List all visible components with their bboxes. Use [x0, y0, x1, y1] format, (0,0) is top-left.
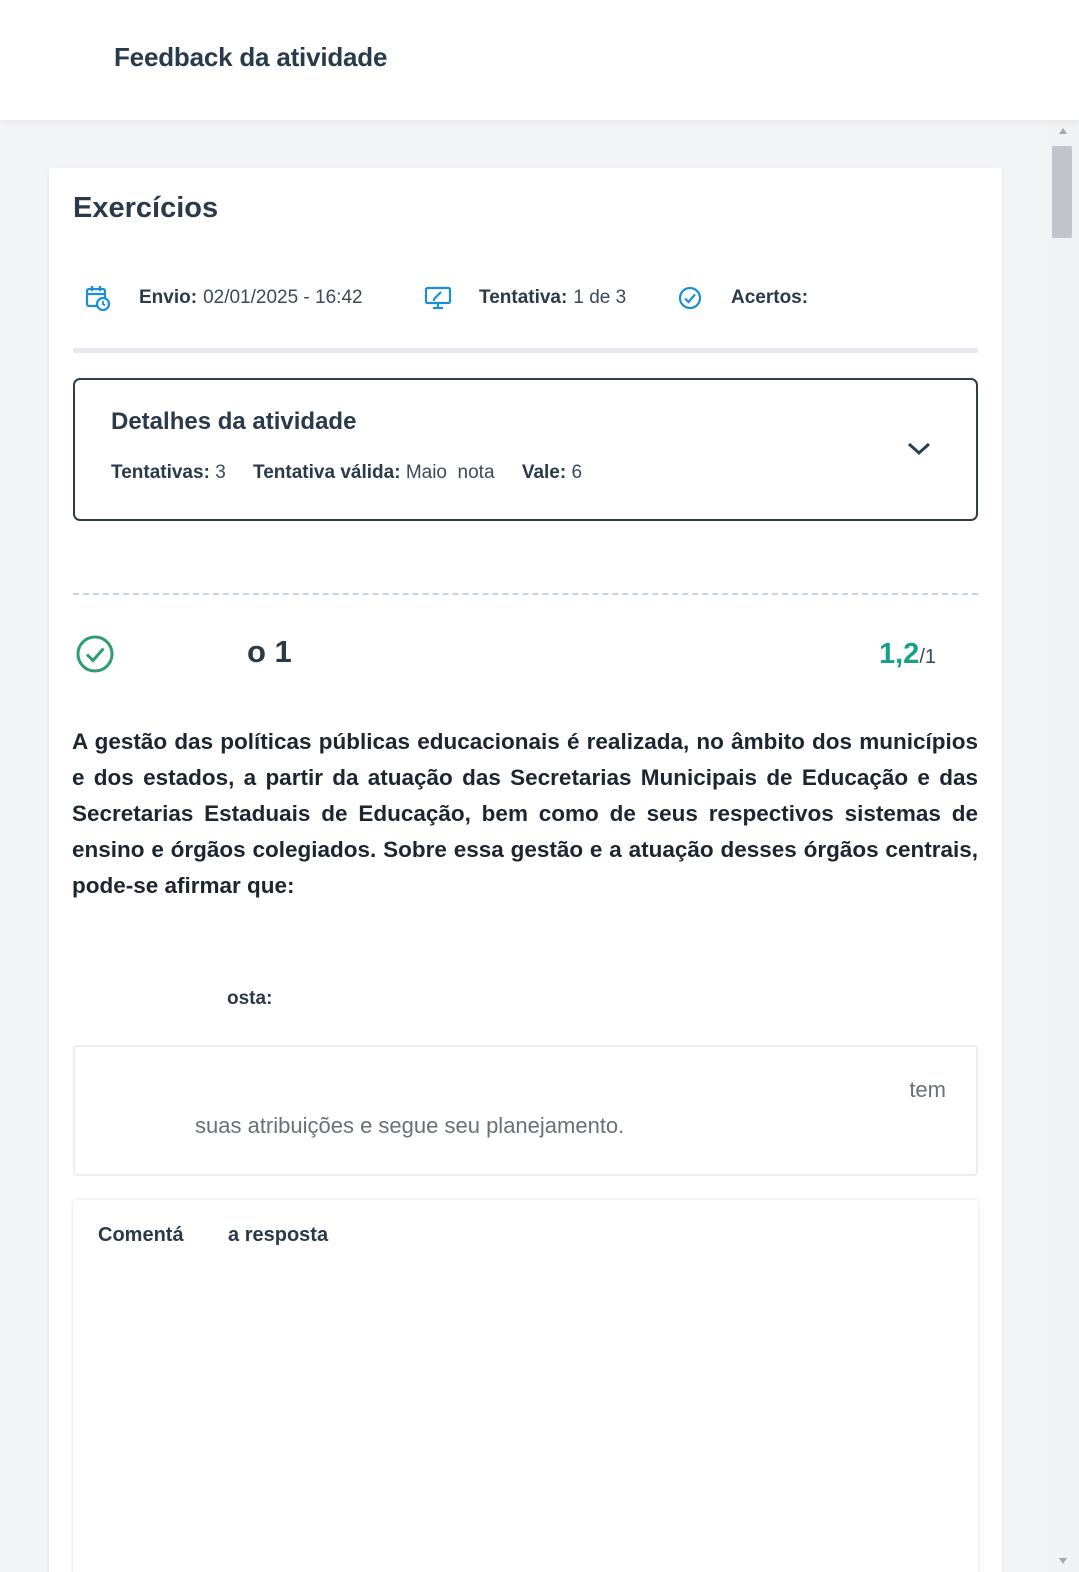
- top-bar: [0, 0, 1079, 120]
- chevron-down-icon[interactable]: [906, 436, 932, 462]
- answer-text-tail: tem: [909, 1077, 946, 1102]
- vertical-scrollbar[interactable]: [1048, 120, 1079, 1572]
- check-circle-icon: [675, 283, 705, 313]
- acertos-label: Acertos:: [731, 287, 809, 308]
- answer-label: osta:: [227, 988, 273, 1009]
- answer-text-line: suas atribuições e segue seu planejamento.: [195, 1113, 625, 1138]
- meta-envio: [83, 278, 363, 318]
- vale-value: 6: [571, 462, 583, 483]
- tentativa-label: Tentativa:: [479, 287, 568, 308]
- scroll-thumb[interactable]: [1052, 146, 1072, 238]
- tentativa-value: 1 de 3: [573, 287, 627, 308]
- question-text: A gestão das políticas públicas educacionais é realizada, no âmbito dos municípios e dos estados, a partir da atuação das Secretarias Municipais de Educação e das Secretarias Estaduais de Educação, bem como de seus respectivos sistemas de ensino e órgãos colegiados. Sobre essa gestão e a atuação desses órgãos centrais, pode-se afirmar que:: [72, 729, 978, 898]
- details-row: [111, 462, 604, 484]
- monitor-edit-icon: [423, 283, 453, 313]
- exercise-card: [49, 168, 1002, 1572]
- score-value: 1,2: [878, 638, 920, 670]
- activity-details-accordion[interactable]: [73, 378, 978, 521]
- comment-box: [73, 1200, 978, 1572]
- tentativas-label: Tentativas:: [111, 462, 210, 483]
- envio-label: Envio:: [139, 287, 198, 308]
- score-total: /1: [919, 646, 936, 668]
- scroll-down-arrow-icon[interactable]: [1056, 1554, 1070, 1568]
- valida-value: Maio nota: [405, 462, 495, 483]
- vale-label: Vale:: [521, 462, 567, 483]
- envio-value: 02/01/2025 - 16:42: [203, 287, 363, 308]
- calendar-clock-icon: [83, 283, 113, 313]
- tentativas-value: 3: [215, 462, 226, 483]
- section-divider: [73, 593, 978, 595]
- question-number: o 1: [247, 634, 292, 669]
- content-area: [0, 120, 1048, 1572]
- check-circle-green-icon: [75, 634, 115, 674]
- meta-tentativa: [423, 278, 626, 318]
- answer-box: [73, 1045, 978, 1176]
- meta-divider: [73, 348, 978, 353]
- scroll-up-arrow-icon[interactable]: [1056, 124, 1070, 138]
- comment-title: Comentá a resposta: [98, 1224, 329, 1246]
- question-header: [73, 628, 978, 678]
- page-title: Feedback da atividade: [114, 42, 388, 72]
- card-title: Exercícios: [73, 192, 219, 224]
- question-score: [879, 638, 936, 671]
- meta-row: [73, 278, 978, 318]
- details-title: Detalhes da atividade: [111, 408, 357, 435]
- meta-acertos: [675, 278, 808, 318]
- valida-label: Tentativa válida:: [253, 462, 401, 483]
